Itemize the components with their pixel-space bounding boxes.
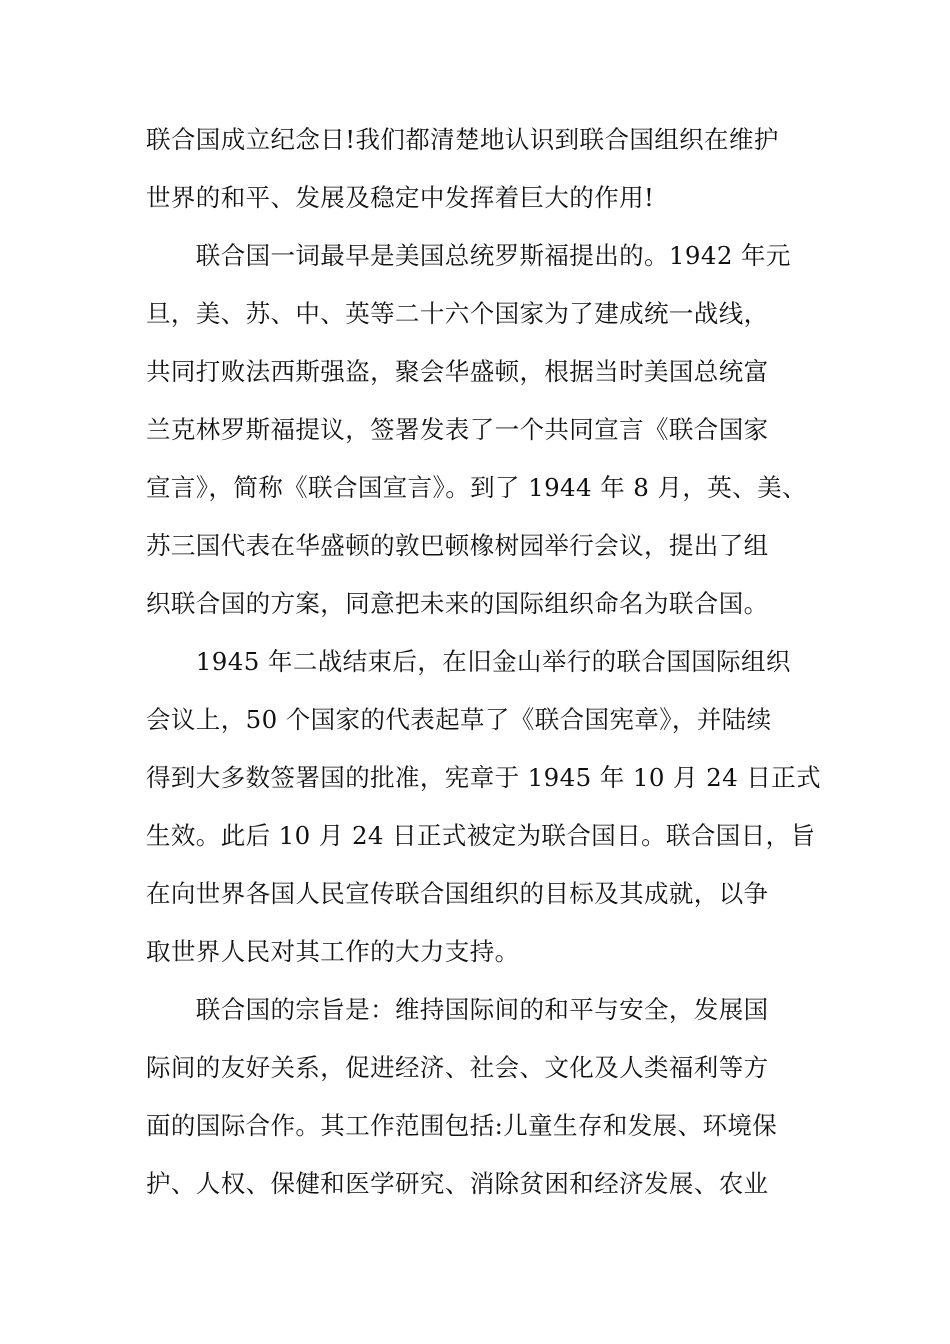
text-line-18: 面的国际合作。其工作范围包括:儿童生存和发展、环境保 — [146, 1111, 778, 1140]
text-line-14: 在向世界各国人民宣传联合国组织的目标及其成就，以争 — [146, 879, 769, 908]
text-line-16: 联合国的宗旨是：维持国际间的和平与安全，发展国 — [146, 995, 769, 1024]
text-line-10: 1945 年二战结束后，在旧金山举行的联合国国际组织 — [146, 647, 791, 676]
text-line-6: 兰克林罗斯福提议，签署发表了一个共同宣言《联合国家 — [146, 415, 769, 444]
text-line-4: 旦，美、苏、中、英等二十六个国家为了建成统一战线， — [146, 299, 769, 328]
text-line-15: 取世界人民对其工作的大力支持。 — [146, 937, 520, 966]
text-line-3: 联合国一词最早是美国总统罗斯福提出的。1942 年元 — [146, 241, 791, 270]
text-line-7: 宣言》，简称《联合国宣言》。到了 1944 年 8 月，英、美、 — [146, 473, 807, 502]
text-line-11: 会议上，50 个国家的代表起草了《联合国宪章》，并陆续 — [146, 705, 772, 734]
text-line-19: 护、人权、保健和医学研究、消除贫困和经济发展、农业 — [146, 1169, 769, 1198]
text-line-1: 联合国成立纪念日!我们都清楚地认识到联合国组织在维护 — [146, 125, 779, 154]
text-line-12: 得到大多数签署国的批准，宪章于 1945 年 10 月 24 日正式 — [146, 763, 822, 792]
text-line-2: 世界的和平、发展及稳定中发挥着巨大的作用! — [146, 183, 655, 212]
text-line-9: 织联合国的方案，同意把未来的国际组织命名为联合国。 — [146, 589, 769, 618]
text-line-5: 共同打败法西斯强盗，聚会华盛顿，根据当时美国总统富 — [146, 357, 769, 386]
text-line-8: 苏三国代表在华盛顿的敦巴顿橡树园举行会议，提出了组 — [146, 531, 769, 560]
text-line-17: 际间的友好关系，促进经济、社会、文化及人类福利等方 — [146, 1053, 769, 1082]
text-line-13: 生效。此后 10 月 24 日正式被定为联合国日。联合国日，旨 — [146, 821, 816, 850]
